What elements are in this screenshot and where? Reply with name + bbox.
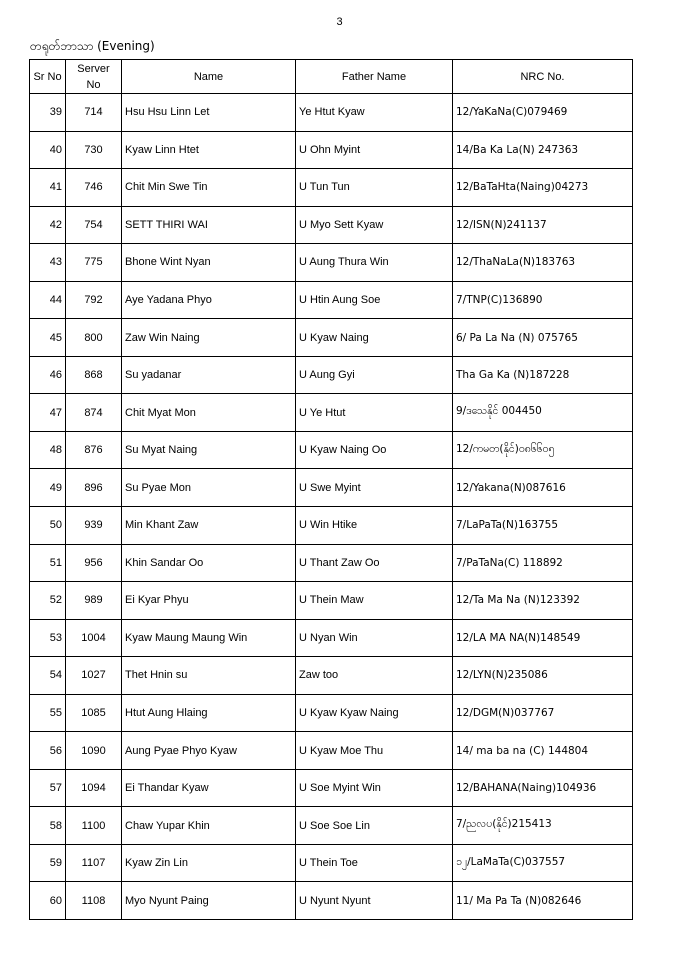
cell-nrc-no: 12/ThaNaLa(N)183763 [453,244,633,282]
cell-server-no: 989 [66,582,122,620]
cell-sr-no: 51 [30,544,66,582]
cell-server-no: 939 [66,507,122,545]
cell-name: Myo Nyunt Paing [122,882,296,920]
cell-father-name: U Htin Aung Soe [296,281,453,319]
cell-father-name: U Kyaw Moe Thu [296,732,453,770]
page-number: 3 [336,16,343,28]
cell-father-name: U Thein Maw [296,582,453,620]
cell-server-no: 1090 [66,732,122,770]
cell-father-name: U Thant Zaw Oo [296,544,453,582]
cell-nrc-no: 12/LYN(N)235086 [453,657,633,695]
table-row [30,319,633,357]
header-server-no-line2: No [86,78,101,91]
cell-nrc-no: 14/Ba Ka La(N) 247363 [453,131,633,169]
cell-name: Su yadanar [122,356,296,394]
cell-nrc-no: 7/ညလပ(နိုင်)215413 [453,807,633,845]
table-row [30,469,633,507]
cell-sr-no: 49 [30,469,66,507]
cell-sr-no: 45 [30,319,66,357]
cell-name: Thet Hnin su [122,657,296,695]
cell-nrc-no: 12/ကမတ(နိုင်)၀၈၆၆၀၅ [453,431,633,469]
cell-name: Su Pyae Mon [122,469,296,507]
cell-sr-no: 44 [30,281,66,319]
cell-server-no: 1085 [66,694,122,732]
cell-name: Chaw Yupar Khin [122,807,296,845]
cell-father-name: U Kyaw Naing [296,319,453,357]
table-row [30,356,633,394]
cell-sr-no: 41 [30,169,66,207]
cell-father-name: U Aung Gyi [296,356,453,394]
cell-sr-no: 59 [30,844,66,882]
table-row [30,94,633,132]
cell-nrc-no: 7/PaTaNa(C) 118892 [453,544,633,582]
cell-server-no: 1004 [66,619,122,657]
header-nrc-no: NRC No. [453,60,633,94]
cell-father-name: U Soe Soe Lin [296,807,453,845]
table-row [30,582,633,620]
table-row [30,844,633,882]
cell-sr-no: 50 [30,507,66,545]
table-row [30,807,633,845]
cell-father-name: Zaw too [296,657,453,695]
cell-sr-no: 47 [30,394,66,432]
cell-server-no: 746 [66,169,122,207]
table-row [30,131,633,169]
cell-nrc-no: 12/Yakana(N)087616 [453,469,633,507]
cell-sr-no: 42 [30,206,66,244]
cell-name: Htut Aung Hlaing [122,694,296,732]
cell-father-name: U Soe Myint Win [296,769,453,807]
cell-name: Chit Myat Mon [122,394,296,432]
cell-name: Chit Min Swe Tin [122,169,296,207]
header-father-name: Father Name [296,60,453,94]
cell-father-name: U Win Htike [296,507,453,545]
cell-nrc-no: 12/LA MA NA(N)148549 [453,619,633,657]
table-row [30,507,633,545]
cell-server-no: 1107 [66,844,122,882]
cell-nrc-no: 12/BAHANA(Naing)104936 [453,769,633,807]
cell-nrc-no: 6/ Pa La Na (N) 075765 [453,319,633,357]
cell-sr-no: 56 [30,732,66,770]
cell-server-no: 1094 [66,769,122,807]
cell-father-name: U Aung Thura Win [296,244,453,282]
cell-nrc-no: 9/ဒသေနိုင် 004450 [453,394,633,432]
cell-father-name: U Tun Tun [296,169,453,207]
table-row [30,882,633,920]
cell-name: Kyaw Maung Maung Win [122,619,296,657]
table-row [30,206,633,244]
cell-name: Su Myat Naing [122,431,296,469]
cell-server-no: 868 [66,356,122,394]
cell-name: SETT THIRI WAI [122,206,296,244]
table-row [30,657,633,695]
table-row [30,544,633,582]
cell-nrc-no: 11/ Ma Pa Ta (N)082646 [453,882,633,920]
header-sr-no: Sr No [30,60,66,94]
cell-server-no: 775 [66,244,122,282]
table-header-row [30,60,633,94]
cell-nrc-no: 12/BaTaHta(Naing)04273 [453,169,633,207]
cell-server-no: 792 [66,281,122,319]
cell-server-no: 754 [66,206,122,244]
cell-nrc-no: 12/DGM(N)037767 [453,694,633,732]
table-row [30,619,633,657]
header-server-no [66,60,122,94]
cell-sr-no: 55 [30,694,66,732]
cell-nrc-no: 14/ ma ba na (C) 144804 [453,732,633,770]
table-body [30,94,633,920]
cell-sr-no: 39 [30,94,66,132]
cell-father-name: U Nyan Win [296,619,453,657]
cell-server-no: 1108 [66,882,122,920]
cell-name: Min Khant Zaw [122,507,296,545]
roster-table [29,59,633,920]
header-server-no-line1: Server [77,62,110,75]
cell-nrc-no: ၁၂/LaMaTa(C)037557 [453,844,633,882]
cell-sr-no: 43 [30,244,66,282]
cell-name: Aung Pyae Phyo Kyaw [122,732,296,770]
cell-sr-no: 40 [30,131,66,169]
cell-server-no: 714 [66,94,122,132]
cell-nrc-no: 7/LaPaTa(N)163755 [453,507,633,545]
cell-server-no: 876 [66,431,122,469]
cell-name: Kyaw Linn Htet [122,131,296,169]
cell-father-name: U Thein Toe [296,844,453,882]
cell-name: Khin Sandar Oo [122,544,296,582]
cell-father-name: U Swe Myint [296,469,453,507]
cell-name: Hsu Hsu Linn Let [122,94,296,132]
cell-sr-no: 52 [30,582,66,620]
cell-nrc-no: 12/ISN(N)241137 [453,206,633,244]
header-name: Name [122,60,296,94]
table-row [30,769,633,807]
cell-name: Kyaw Zin Lin [122,844,296,882]
table-row [30,281,633,319]
cell-server-no: 730 [66,131,122,169]
cell-father-name: U Myo Sett Kyaw [296,206,453,244]
cell-father-name: Ye Htut Kyaw [296,94,453,132]
cell-name: Zaw Win Naing [122,319,296,357]
cell-father-name: U Kyaw Kyaw Naing [296,694,453,732]
cell-name: Ei Thandar Kyaw [122,769,296,807]
cell-father-name: U Nyunt Nyunt [296,882,453,920]
table-row [30,394,633,432]
cell-name: Aye Yadana Phyo [122,281,296,319]
cell-father-name: U Kyaw Naing Oo [296,431,453,469]
section-title: တရုတ်ဘာသာ (Evening) [30,39,155,53]
cell-server-no: 956 [66,544,122,582]
table-row [30,244,633,282]
cell-nrc-no: 12/YaKaNa(C)079469 [453,94,633,132]
cell-father-name: U Ye Htut [296,394,453,432]
table-row [30,169,633,207]
cell-sr-no: 54 [30,657,66,695]
table-row [30,694,633,732]
cell-server-no: 1100 [66,807,122,845]
table-row [30,431,633,469]
cell-sr-no: 48 [30,431,66,469]
cell-nrc-no: 12/Ta Ma Na (N)123392 [453,582,633,620]
cell-name: Bhone Wint Nyan [122,244,296,282]
cell-father-name: U Ohn Myint [296,131,453,169]
cell-sr-no: 53 [30,619,66,657]
cell-server-no: 800 [66,319,122,357]
cell-sr-no: 46 [30,356,66,394]
cell-server-no: 896 [66,469,122,507]
cell-sr-no: 58 [30,807,66,845]
table-row [30,732,633,770]
cell-sr-no: 60 [30,882,66,920]
cell-server-no: 874 [66,394,122,432]
cell-server-no: 1027 [66,657,122,695]
cell-nrc-no: Tha Ga Ka (N)187228 [453,356,633,394]
cell-sr-no: 57 [30,769,66,807]
cell-nrc-no: 7/TNP(C)136890 [453,281,633,319]
cell-name: Ei Kyar Phyu [122,582,296,620]
